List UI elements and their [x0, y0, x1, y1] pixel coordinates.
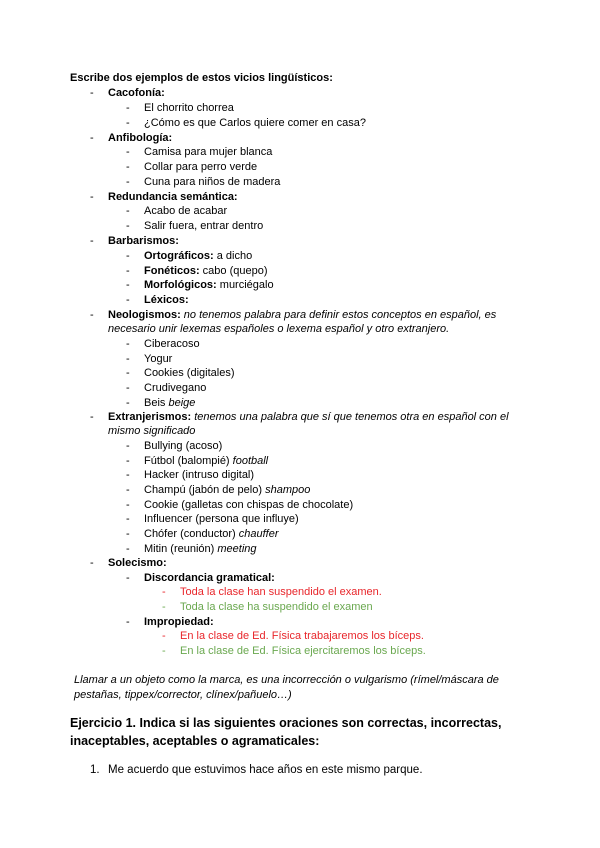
barbarismos-title: Barbarismos: — [108, 235, 179, 247]
bullet-dash: - — [90, 191, 94, 203]
bullet-dash: - — [90, 132, 94, 144]
neologismos-desc-cont: necesario unir lexemas españoles o lexema español y otro extranjero. — [108, 323, 450, 335]
bullet-dash: - — [126, 161, 130, 173]
bullet-dash: - — [90, 557, 94, 569]
bullet-dash: - — [126, 294, 130, 306]
extranjerismos-line — [108, 410, 509, 424]
anfibologia-title: Anfibología: — [108, 132, 173, 144]
bullet-dash: - — [126, 220, 130, 232]
ortograficos-label: Ortográficos: — [144, 250, 214, 262]
incorrect-example: Toda la clase han suspendido el examen. — [180, 586, 382, 598]
list-item: El chorrito chorrea — [144, 102, 234, 114]
list-item: Yogur — [144, 353, 173, 365]
bullet-dash: - — [90, 87, 94, 99]
bullet-dash: - — [126, 265, 130, 277]
item-italic: chauffer — [238, 528, 279, 540]
list-item — [144, 498, 353, 512]
item-text: Cookie (galletas con chispas de chocolate) — [144, 499, 354, 511]
foneticos-value: cabo (quepo) — [199, 265, 268, 277]
beis-italic: beige — [168, 397, 196, 409]
list-item — [144, 264, 268, 278]
extranjerismos-desc-cont: mismo significado — [108, 425, 196, 437]
list-item — [144, 454, 268, 468]
bullet-dash: - — [90, 411, 94, 423]
bullet-dash: - — [126, 146, 130, 158]
bullet-dash: - — [126, 616, 130, 628]
note-line: pestañas, tippex/corrector, clínex/pañuelo…) — [74, 689, 292, 701]
list-item — [144, 527, 279, 541]
list-item: Camisa para mujer blanca — [144, 146, 273, 158]
ortograficos-value: a dicho — [213, 250, 253, 262]
bullet-dash: - — [90, 309, 94, 321]
section-heading: Escribe dos ejemplos de estos vicios lingüísticos: — [70, 72, 333, 84]
neologismos-title: Neologismos: — [108, 309, 181, 321]
bullet-dash: - — [126, 367, 130, 379]
list-item — [144, 278, 274, 292]
list-item: Cuna para niños de madera — [144, 176, 281, 188]
item-text: Fútbol (balompié) — [144, 455, 233, 467]
item-text: Hacker (intruso digital) — [144, 469, 255, 481]
item-text: Influencer (persona que influye) — [144, 513, 299, 525]
bullet-dash: - — [162, 630, 166, 642]
list-item: Salir fuera, entrar dentro — [144, 220, 264, 232]
impropiedad-label: Impropiedad: — [144, 616, 214, 628]
bullet-dash: - — [126, 353, 130, 365]
list-item: Collar para perro verde — [144, 161, 258, 173]
bullet-dash: - — [126, 250, 130, 262]
list-item — [144, 439, 222, 453]
bullet-dash: - — [126, 176, 130, 188]
discordancia-label: Discordancia gramatical: — [144, 572, 275, 584]
bullet-dash: - — [126, 338, 130, 350]
item-text: Champú (jabón de pelo) — [144, 484, 266, 496]
list-item — [144, 249, 252, 263]
bullet-dash: - — [162, 586, 166, 598]
morfologicos-label: Morfológicos: — [144, 279, 217, 291]
exercise-number: 1. — [90, 764, 100, 776]
extranjerismos-title: Extranjerismos: — [108, 411, 192, 423]
item-text: Chófer (conductor) — [144, 528, 239, 540]
neologismos-line — [108, 308, 496, 322]
list-item: ¿Cómo es que Carlos quiere comer en casa? — [144, 117, 366, 129]
list-item — [144, 468, 254, 482]
redundancia-title: Redundancia semántica: — [108, 191, 238, 203]
item-text: Bullying (acoso) — [144, 440, 223, 452]
exercise-title-cont: inaceptables, aceptables o agramaticales: — [70, 734, 320, 748]
item-italic: football — [232, 455, 269, 467]
bullet-dash: - — [126, 543, 130, 555]
bullet-dash: - — [126, 528, 130, 540]
list-item — [144, 396, 195, 410]
bullet-dash: - — [126, 440, 130, 452]
incorrect-example: En la clase de Ed. Física trabajaremos los bíceps. — [180, 630, 424, 642]
solecismo-title: Solecismo: — [108, 557, 167, 569]
neologismos-desc: no tenemos palabra para definir estos conceptos en español, es — [180, 309, 497, 321]
list-item — [144, 512, 299, 526]
extranjerismos-desc: tenemos una palabra que sí que tenemos otra en español con el — [191, 411, 509, 423]
bullet-dash: - — [90, 235, 94, 247]
bullet-dash: - — [126, 499, 130, 511]
exercise-sentence: Me acuerdo que estuvimos hace años en este mismo parque. — [108, 764, 423, 776]
lexicos-label: Léxicos: — [144, 294, 189, 306]
list-item: Acabo de acabar — [144, 205, 228, 217]
bullet-dash: - — [126, 455, 130, 467]
beis-text: Beis — [144, 397, 169, 409]
list-item: Cookies (digitales) — [144, 367, 235, 379]
correct-example: En la clase de Ed. Física ejercitaremos los bíceps. — [180, 645, 426, 657]
bullet-dash: - — [126, 382, 130, 394]
bullet-dash: - — [126, 397, 130, 409]
item-italic: shampoo — [265, 484, 311, 496]
bullet-dash: - — [162, 645, 166, 657]
bullet-dash: - — [126, 279, 130, 291]
note-line: Llamar a un objeto como la marca, es una incorrección o vulgarismo (rímel/máscara de — [74, 674, 499, 686]
list-item — [144, 542, 257, 556]
cacofonia-title: Cacofonía: — [108, 87, 165, 99]
morfologicos-value: murciégalo — [216, 279, 274, 291]
exercise-title: Ejercicio 1. Indica si las siguientes oraciones son correctas, incorrectas, — [70, 716, 502, 730]
foneticos-label: Fonéticos: — [144, 265, 200, 277]
item-text: Mitin (reunión) — [144, 543, 218, 555]
bullet-dash: - — [126, 469, 130, 481]
bullet-dash: - — [126, 572, 130, 584]
list-item: Ciberacoso — [144, 338, 200, 350]
bullet-dash: - — [126, 117, 130, 129]
bullet-dash: - — [126, 513, 130, 525]
bullet-dash: - — [126, 205, 130, 217]
bullet-dash: - — [126, 484, 130, 496]
list-item: Crudivegano — [144, 382, 207, 394]
bullet-dash: - — [162, 601, 166, 613]
bullet-dash: - — [126, 102, 130, 114]
item-italic: meeting — [217, 543, 257, 555]
correct-example: Toda la clase ha suspendido el examen — [180, 601, 373, 613]
list-item — [144, 483, 310, 497]
